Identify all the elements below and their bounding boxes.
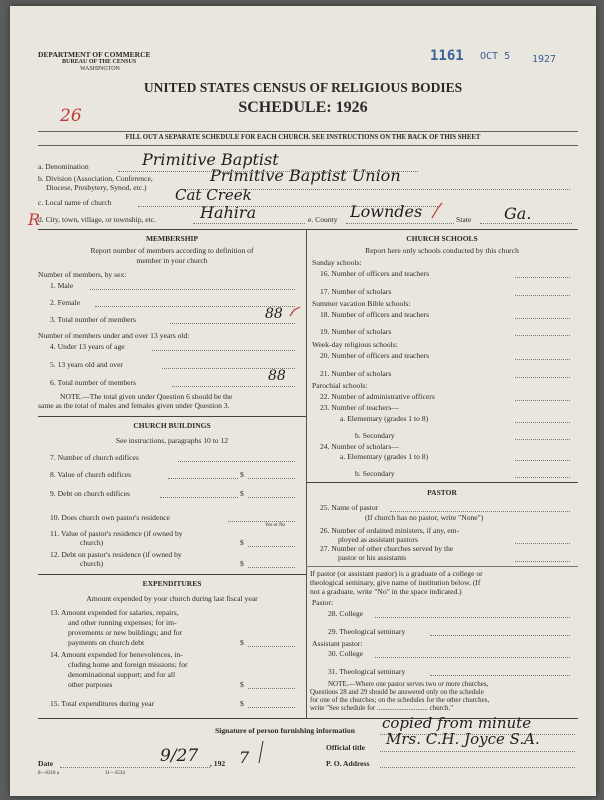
expenditures-heading: EXPENDITURES [142, 579, 202, 588]
q25-label: 25. Name of pastor [320, 503, 379, 512]
q19-label: 19. Number of scholars [320, 327, 392, 336]
city-label: d. City, town, village, or township, etc. [38, 215, 157, 224]
q13-line [248, 646, 295, 647]
q26-line [515, 543, 570, 544]
schedule-title: SCHEDULE: 1926 [238, 99, 368, 116]
pastor-note-2: Questions 28 and 29 should be answered only on the schedule [310, 688, 484, 696]
po-address-line [380, 767, 575, 768]
grad-text-2: theological seminary, give name of institution below. (If [310, 578, 481, 587]
q13-line-4: payments on church debt [68, 638, 145, 647]
members-by-age: Number of members under and over 13 years old: [38, 331, 190, 340]
summer-schools: Summer vacation Bible schools: [312, 299, 411, 308]
q15-line [248, 707, 295, 708]
rule-schools [306, 482, 578, 483]
q1-label: 1. Male [50, 281, 74, 290]
q17-line [515, 295, 570, 296]
q13-line-2: and other running expenses; for im- [68, 618, 177, 627]
q23b-line [515, 439, 570, 440]
date-value: 9/27 [160, 746, 199, 766]
red-check-county [430, 202, 444, 220]
q9-line [248, 497, 295, 498]
q3-line [170, 323, 295, 324]
q6-value: 88 [268, 368, 286, 384]
stamp-date: OCT 5 [480, 51, 511, 62]
q5-label: 5. 13 years old and over [50, 360, 123, 369]
denomination-value: Primitive Baptist [142, 150, 279, 169]
q25-note: (If church has no pastor, write "None") [365, 513, 484, 522]
q7-label: 7. Number of church edifices [50, 453, 139, 462]
q14-dollar: $ [240, 680, 244, 689]
denomination-label: a. Denomination [38, 162, 89, 171]
rule-pastor [306, 566, 578, 567]
q14-line-3: denominational support; and for all [68, 670, 176, 679]
q31-line [430, 675, 570, 676]
q28-label: 28. College [328, 609, 364, 618]
red-number: 26 [60, 106, 82, 126]
county-label: e. County [308, 215, 338, 224]
q8-dots [168, 478, 238, 479]
state-label: State [456, 215, 472, 224]
official-title-line [380, 751, 575, 752]
q14-line-2: cluding home and foreign missions; for [68, 660, 188, 669]
pastor-note-3: for one of the churches; on the schedules for the other churches, [310, 696, 490, 704]
q14-line-1: 14. Amount expended for benevolences, in- [50, 650, 183, 659]
q23b-label: b. Secondary [355, 431, 395, 440]
q18-line [515, 318, 570, 319]
q9-dollar: $ [240, 489, 244, 498]
rule-bottom [38, 145, 578, 146]
pastor-heading: PASTOR [427, 488, 457, 497]
sunday-schools: Sunday schools: [312, 258, 362, 267]
q28-line [375, 617, 570, 618]
pastor-label: Pastor: [312, 598, 334, 607]
q21-line [515, 377, 570, 378]
column-divider [306, 229, 307, 719]
church-name-value: Cat Creek [175, 186, 252, 204]
division-value: Primitive Baptist Union [210, 166, 401, 185]
q6-line [172, 386, 295, 387]
census-schedule-page [10, 6, 596, 796]
q14-line [248, 688, 295, 689]
grad-text-3: not a graduate, write "No" in the space indicated.) [310, 587, 462, 596]
q9-dots [160, 497, 238, 498]
q3-label: 3. Total number of members [50, 315, 137, 324]
parochial-schools: Parochial schools: [312, 381, 368, 390]
q19-line [515, 335, 570, 336]
membership-sub-1: Report number of members according to definition of [90, 246, 254, 255]
q4-label: 4. Under 13 years of age [50, 342, 125, 351]
q10-yes-no: Yes or No [265, 523, 286, 528]
q17-label: 17. Number of scholars [320, 287, 392, 296]
buildings-sub: See instructions, paragraphs 10 to 12 [115, 436, 229, 445]
q16-label: 16. Number of officers and teachers [320, 269, 430, 278]
membership-note-2: same as the total of males and females given under Question 3. [38, 401, 230, 410]
date-year-hand: 7 [239, 748, 250, 767]
schools-sub: Report here only schools conducted by this church [365, 246, 519, 255]
q1-line [90, 289, 295, 290]
pen-mark [256, 739, 266, 765]
buildings-heading: CHURCH BUILDINGS [133, 421, 211, 430]
q21-label: 21. Number of scholars [320, 369, 392, 378]
q24-label: 24. Number of scholars— [320, 442, 399, 451]
date-year-print: , 192 [210, 759, 226, 768]
membership-sub-2: member in your church [136, 256, 208, 265]
membership-note-1: NOTE.—The total given under Question 6 should be the [60, 392, 233, 401]
official-title-label: Official title [326, 743, 366, 752]
q10-line [228, 521, 295, 522]
q16-line [515, 277, 570, 278]
members-by-sex: Number of members, by sex: [38, 270, 127, 279]
q24a-line [515, 460, 570, 461]
official-title-value: Mrs. C.H. Joyce S.A. [386, 730, 540, 748]
section-rule [38, 229, 578, 230]
q18-label: 18. Number of officers and teachers [320, 310, 430, 319]
form-title: UNITED STATES CENSUS OF RELIGIOUS BODIES [143, 80, 463, 95]
division-label-1: b. Division (Association, Conference, [38, 174, 153, 183]
q10-label: 10. Does church own pastor's residence [50, 513, 170, 522]
q11-label-2: church) [80, 538, 104, 547]
q31-label: 31. Theological seminary [328, 667, 406, 676]
q12-label-1: 12. Debt on pastor's residence (if owned by [50, 550, 182, 559]
instruction-line: FILL OUT A SEPARATE SCHEDULE FOR EACH CHURCH. SEE INSTRUCTIONS ON THE BACK OF THIS SHEET [125, 134, 481, 141]
signature-value: copied from minute [382, 714, 532, 732]
q30-line [375, 657, 570, 658]
q12-label-2: church) [80, 559, 104, 568]
church-name-label: c. Local name of church [38, 198, 112, 207]
form-number: 8—6318 a [38, 771, 59, 776]
date-label: Date [38, 759, 54, 768]
q9-label: 9. Debt on church edifices [50, 489, 130, 498]
pastor-note-1: NOTE.—Where one pastor serves two or more churches, [328, 680, 489, 688]
grad-text-1: If pastor (or assistant pastor) is a graduate of a college or [310, 569, 483, 578]
q12-line [248, 567, 295, 568]
state-value: Ga. [504, 204, 532, 223]
q27-line [515, 561, 570, 562]
state-line [480, 223, 572, 224]
county-value: Lowndes [350, 202, 423, 221]
q24b-line [515, 477, 570, 478]
form-number-2: 11—3534 [105, 771, 125, 776]
city-line [193, 223, 305, 224]
q11-label-1: 11. Value of pastor's residence (if owned by [50, 529, 183, 538]
q8-line [248, 478, 295, 479]
stamp-year: 1927 [532, 54, 557, 65]
division-label-2: Diocese, Presbytery, Synod, etc.) [46, 183, 147, 192]
q15-dollar: $ [240, 699, 244, 708]
q7-line [178, 461, 295, 462]
q26-label-2: ployed as assistant pastors [338, 535, 418, 544]
q20-label: 20. Number of officers and teachers [320, 351, 430, 360]
q24a-label: a. Elementary (grades 1 to 8) [340, 452, 429, 461]
q27-label-2: pastor or his assistants [338, 553, 407, 562]
q24b-label: b. Secondary [355, 469, 395, 478]
q14-line-4: other purposes [68, 680, 113, 689]
q8-dollar: $ [240, 470, 244, 479]
q29-label: 29. Theological seminary [328, 627, 406, 636]
membership-heading: MEMBERSHIP [145, 234, 199, 243]
q22-label: 22. Number of administrative officers [320, 392, 435, 401]
q22-line [515, 400, 570, 401]
po-address-label: P. O. Address [326, 759, 370, 768]
q3-value: 88 [265, 306, 283, 322]
q23a-line [515, 422, 570, 423]
q15-label: 15. Total expenditures during year [50, 699, 155, 708]
red-check-q3 [288, 306, 302, 320]
q27-label-1: 27. Number of other churches served by the [320, 544, 454, 553]
rule-top [38, 131, 578, 132]
q11-line [248, 546, 295, 547]
q23a-label: a. Elementary (grades 1 to 8) [340, 414, 429, 423]
q13-dollar: $ [240, 638, 244, 647]
q30-label: 30. College [328, 649, 364, 658]
q2-label: 2. Female [50, 298, 80, 307]
schools-heading: CHURCH SCHOOLS [406, 234, 478, 243]
q4-line [152, 350, 295, 351]
rule-buildings [38, 574, 306, 575]
dept-name: DEPARTMENT OF COMMERCE [38, 50, 151, 59]
weekday-schools: Week-day religious schools: [312, 340, 398, 349]
city-value: Hahira [200, 203, 257, 222]
q6-label: 6. Total number of members [50, 378, 137, 387]
date-line [60, 767, 210, 768]
q11-dollar: $ [240, 538, 244, 547]
q13-line-3: provements or new buildings; and for [68, 628, 183, 637]
pastor-note-4: write "See schedule for ............................. church." [310, 704, 454, 712]
signature-label: Signature of person furnishing information [215, 726, 355, 735]
expenditures-sub: Amount expended by your church during last fiscal year [86, 594, 258, 603]
q23-label: 23. Number of teachers— [320, 403, 399, 412]
q8-label: 8. Value of church edifices [50, 470, 132, 479]
bureau-name: BUREAU OF THE CENSUS [62, 59, 137, 65]
q13-line-1: 13. Amount expended for salaries, repairs, [50, 608, 179, 617]
rule-membership [38, 416, 306, 417]
q12-dollar: $ [240, 559, 244, 568]
red-check-mark: R [28, 210, 41, 229]
county-line [346, 223, 454, 224]
q20-line [515, 359, 570, 360]
q29-line [430, 635, 570, 636]
asst-pastor-label: Assistant pastor: [312, 639, 363, 648]
stamp-number: 1161 [430, 48, 464, 64]
q26-label-1: 26. Number of ordained ministers, if any, em- [320, 526, 460, 535]
q25-line [390, 511, 570, 512]
bureau-city: WASHINGTON [80, 66, 120, 72]
